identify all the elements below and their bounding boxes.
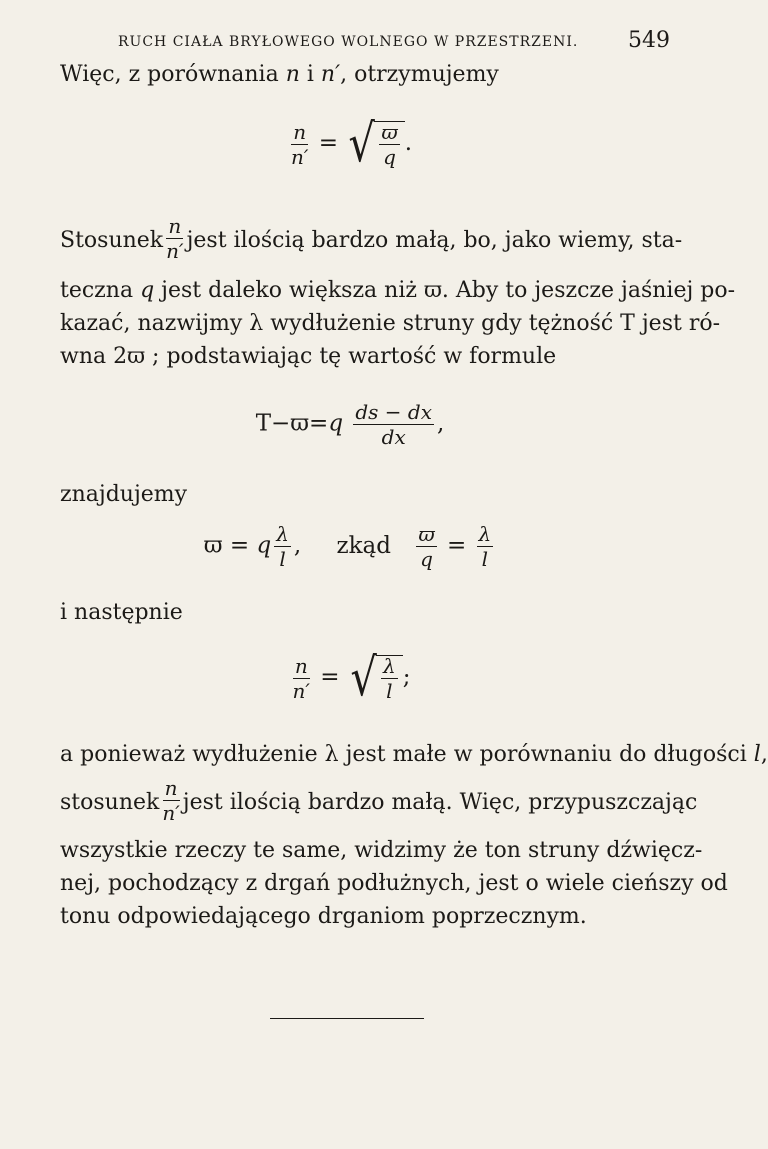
- text-span: . Aby to jeszcze jaśniej po-: [441, 278, 736, 303]
- text-span: teczna: [60, 278, 134, 303]
- math-varpi: ϖ: [423, 278, 442, 303]
- text-line-8: [60, 742, 768, 767]
- math-q: q: [328, 410, 344, 437]
- page-number: 549: [628, 28, 670, 53]
- text-span: stosunek: [60, 790, 160, 815]
- punct: ,: [293, 532, 302, 559]
- denominator: q: [420, 547, 433, 571]
- text-line-5: wna 2ϖ ; podstawiając tę wartość w formule: [60, 344, 557, 369]
- text-line-9: [60, 776, 698, 825]
- denominator: l: [386, 679, 393, 703]
- punct: ,: [437, 410, 445, 437]
- word-zkad: zkąd: [336, 532, 391, 559]
- radicand: [376, 655, 403, 701]
- math-varpi: ϖ: [203, 532, 223, 559]
- denominator: l: [279, 547, 286, 571]
- math-l: l: [753, 742, 761, 767]
- denominator: l: [481, 547, 489, 571]
- denominator: n′: [292, 678, 310, 703]
- text-line-11: nej, pochodzący z drgań podłużnych, jest o wiele cieńszy od: [60, 871, 728, 896]
- radicand: [374, 121, 404, 167]
- denominator: n′: [290, 144, 309, 169]
- equation-lhs: T−ϖ=: [255, 410, 329, 437]
- denominator: n′: [162, 801, 180, 825]
- math-n: n: [285, 62, 300, 87]
- text-span: a ponieważ wydłużenie λ jest małe w porównaniu do długości: [60, 742, 747, 767]
- fraction: [162, 778, 179, 823]
- equals-sign: =: [320, 664, 340, 690]
- text-line-4: kazać, nazwijmy λ wydłużenie struny gdy tężność T jest ró-: [60, 311, 721, 336]
- text-line-10: wszystkie rzeczy te same, widzimy że ton struny dźwięcz-: [60, 838, 703, 863]
- radical-sign-icon: √: [350, 648, 377, 708]
- equation-3: [0, 524, 700, 569]
- punct: .: [404, 130, 413, 156]
- text-line-1: [60, 62, 672, 87]
- text-span: jest ilością bardzo małą. Więc, przypuszczając: [182, 790, 698, 815]
- numerator: ϖ: [381, 120, 398, 144]
- numerator: ds − dx: [355, 400, 432, 424]
- math-q: q: [140, 278, 155, 303]
- numerator: n: [164, 776, 178, 800]
- fraction: [416, 524, 436, 569]
- text-line-7: i następnie: [60, 600, 183, 625]
- equation-1: [0, 114, 700, 174]
- numerator: λ: [276, 522, 289, 546]
- denominator: q: [383, 145, 396, 169]
- fraction: [290, 119, 309, 169]
- section-divider: [270, 1018, 424, 1019]
- text-line-2: [60, 214, 683, 263]
- equals-sign: =: [229, 532, 250, 559]
- text-line-12: tonu odpowiedającego drganiom poprzecznym.: [60, 904, 587, 929]
- text-span: Więc, z porównania: [60, 62, 279, 87]
- punct: ,: [760, 742, 768, 767]
- numerator: λ: [478, 522, 492, 546]
- numerator: λ: [383, 654, 396, 678]
- running-title: RUCH CIAŁA BRYŁOWEGO WOLNEGO W PRZESTRZENI.: [118, 34, 579, 50]
- equals-sign: =: [318, 130, 338, 156]
- square-root: [345, 114, 404, 174]
- radical-sign-icon: √: [348, 114, 376, 174]
- denominator: n′: [166, 239, 184, 263]
- math-q: q: [256, 532, 272, 559]
- denominator: dx: [381, 425, 406, 449]
- fraction: [477, 524, 494, 569]
- text-line-6: znajdujemy: [60, 482, 188, 507]
- square-root: [347, 648, 403, 708]
- numerator: n: [293, 119, 307, 144]
- fraction: [274, 524, 291, 569]
- fraction: [292, 653, 310, 703]
- fraction: [353, 402, 434, 447]
- text-span: Stosunek: [60, 228, 164, 253]
- text-span: i: [306, 62, 314, 87]
- punct: ;: [402, 664, 411, 690]
- text-line-3: [60, 278, 736, 303]
- text-span: jest daleko większa niż: [161, 278, 417, 303]
- equation-2: [0, 402, 700, 447]
- numerator: ϖ: [418, 522, 435, 546]
- text-span: , otrzymujemy: [340, 62, 499, 87]
- numerator: n: [168, 214, 182, 238]
- equation-4: [0, 648, 700, 708]
- text-span: jest ilością bardzo małą, bo, jako wiemy, sta-: [186, 228, 683, 253]
- numerator: n: [294, 653, 308, 678]
- fraction: [166, 216, 183, 261]
- math-n-prime: n′: [320, 62, 341, 87]
- equals-sign: =: [446, 532, 467, 559]
- page-header: [118, 26, 670, 56]
